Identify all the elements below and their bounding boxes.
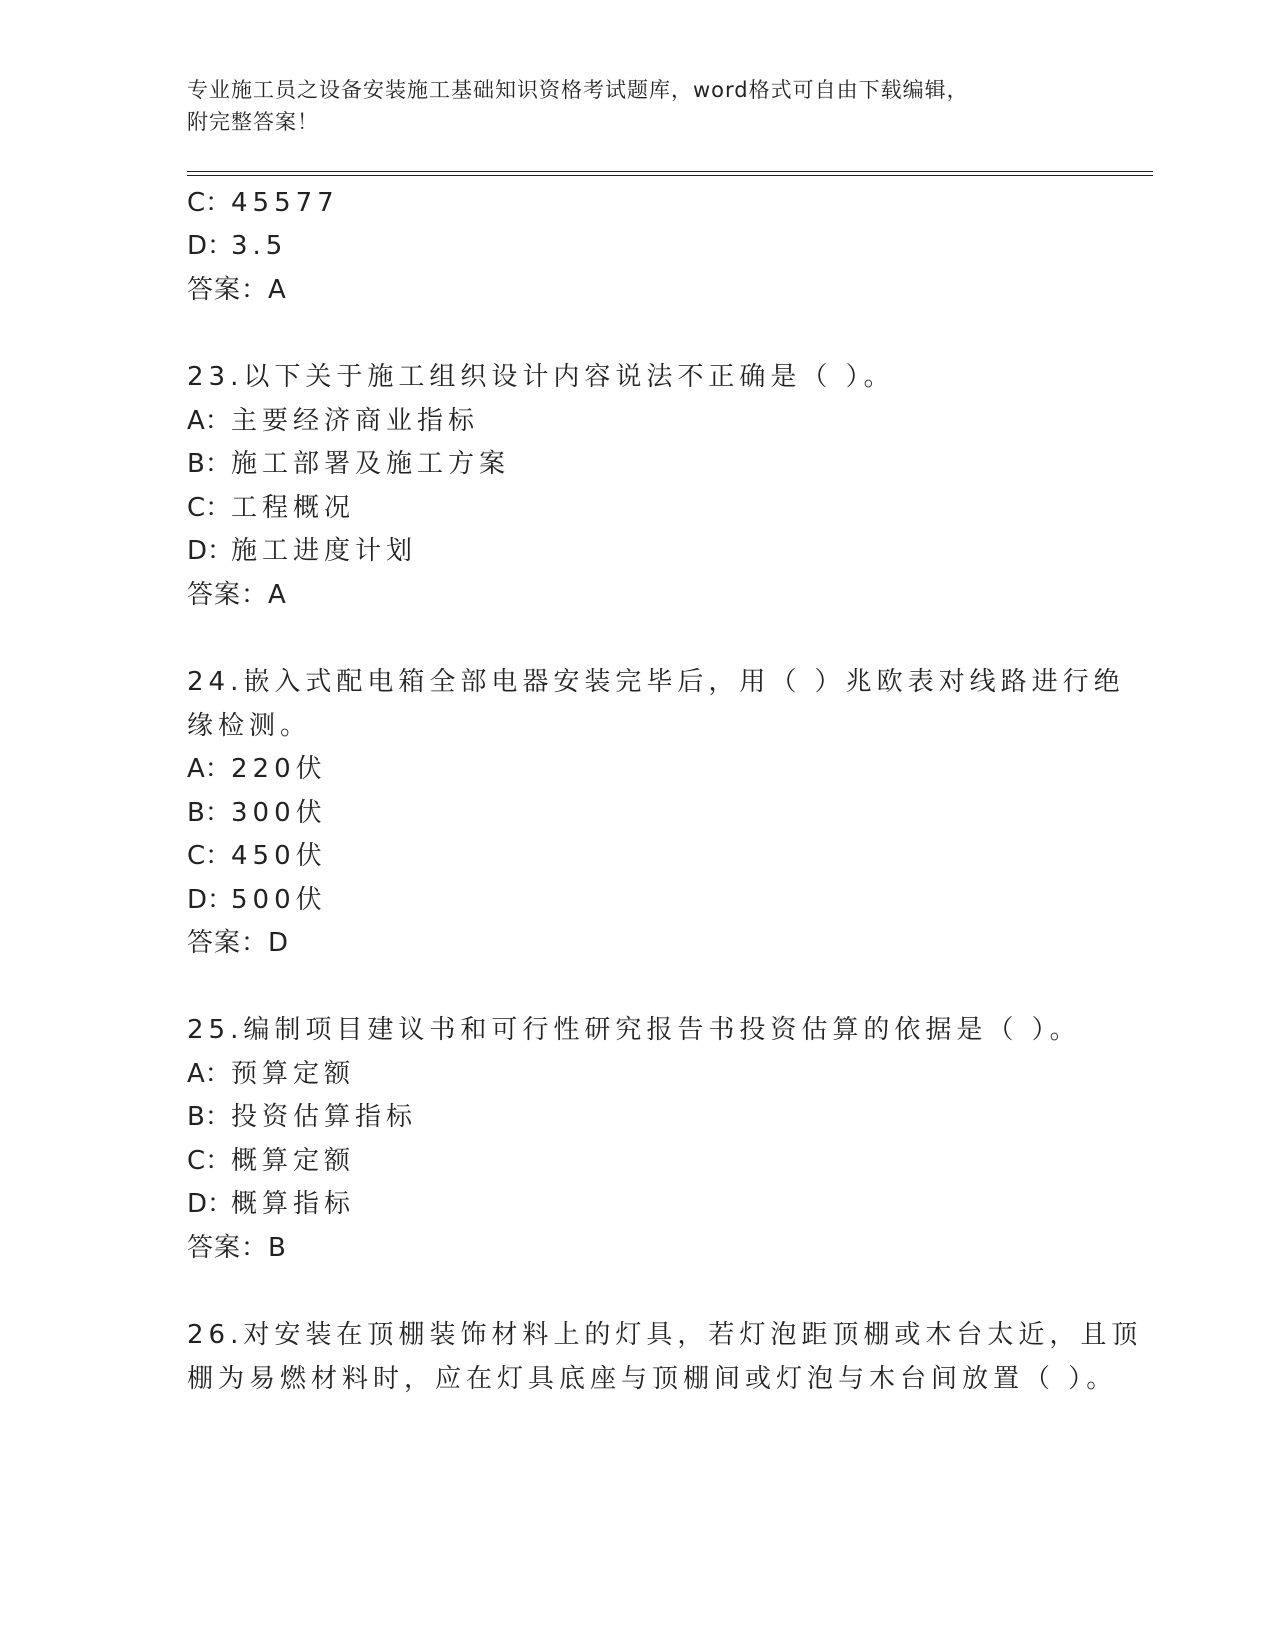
option-key: C： [187, 493, 232, 523]
answer-line: 答案：B [187, 1233, 287, 1263]
option-c [187, 839, 327, 873]
option-text: 主要经济商业指标 [231, 406, 480, 436]
question-stem: 23.以下关于施工组织设计内容说法不正确是（ ）。 [187, 362, 895, 392]
option-a [187, 404, 479, 438]
answer-line: 答案：D [187, 928, 290, 958]
option-text: 概算定额 [231, 1146, 356, 1176]
option-d [187, 883, 327, 917]
header-line-1: 专业施工员之设备安装施工基础知识资格考试题库，word格式可自由下载编辑， [187, 78, 969, 102]
question-stem: 24.嵌入式配电箱全部电器安装完毕后，用（ ）兆欧表对线路进行绝 [187, 667, 1125, 697]
option-c [187, 491, 355, 525]
option-key: D： [187, 1189, 234, 1219]
option-key: A： [187, 1059, 231, 1089]
header-line-2: 附完整答案！ [187, 110, 319, 134]
option-c [187, 186, 339, 220]
option-b [187, 447, 510, 481]
question-stem-continued: 缘检测。 [187, 711, 312, 741]
option-key: A： [187, 406, 231, 436]
header-rule-top [187, 171, 1153, 172]
option-key: B： [187, 798, 231, 828]
option-text: 220伏 [231, 754, 327, 784]
option-text: 500伏 [231, 885, 327, 915]
option-text: 300伏 [231, 798, 327, 828]
option-key: A： [187, 754, 231, 784]
option-text: 450伏 [231, 841, 327, 871]
question-stem: 25.编制项目建议书和可行性研究报告书投资估算的依据是（ ）。 [187, 1015, 1081, 1045]
option-text: 施工部署及施工方案 [231, 449, 511, 479]
option-b [187, 796, 327, 830]
option-key: C： [187, 188, 232, 218]
option-key: B： [187, 1102, 231, 1132]
option-text: 概算指标 [231, 1189, 356, 1219]
option-b [187, 1100, 417, 1134]
answer-line: 答案：A [187, 580, 287, 610]
header-rule-bottom [187, 175, 1153, 176]
option-d [187, 1187, 355, 1221]
option-text: 投资估算指标 [231, 1102, 418, 1132]
option-key: C： [187, 841, 232, 871]
option-a [187, 1057, 355, 1091]
option-c [187, 1144, 355, 1178]
document-header [187, 74, 1087, 138]
option-text: 施工进度计划 [231, 536, 418, 566]
option-text: 3.5 [231, 231, 288, 261]
option-text: 预算定额 [231, 1059, 356, 1089]
option-key: D： [187, 231, 234, 261]
option-key: D： [187, 885, 234, 915]
option-text: 45577 [231, 188, 339, 218]
question-stem: 26.对安装在顶棚装饰材料上的灯具，若灯泡距顶棚或木台太近，且顶 [187, 1320, 1143, 1350]
option-key: D： [187, 536, 234, 566]
option-key: B： [187, 449, 231, 479]
option-key: C： [187, 1146, 232, 1176]
option-a [187, 752, 327, 786]
question-stem-continued: 棚为易燃材料时，应在灯具底座与顶棚间或灯泡与木台间放置（ ）。 [187, 1364, 1118, 1394]
option-text: 工程概况 [231, 493, 356, 523]
answer-line: 答案：A [187, 275, 287, 305]
option-d [187, 534, 417, 568]
option-d [187, 229, 287, 263]
